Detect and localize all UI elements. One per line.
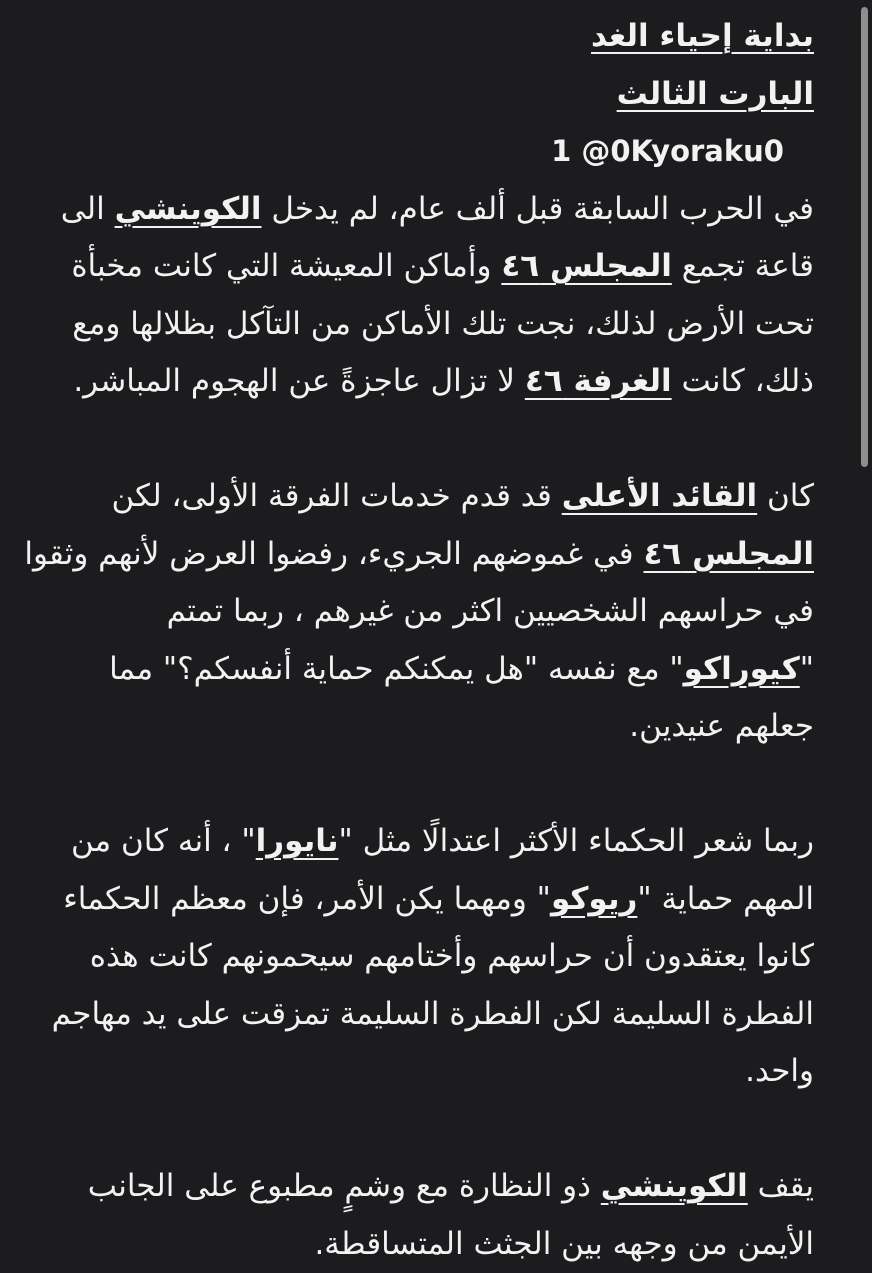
- highlighted-term: المجلس ٤٦: [643, 535, 814, 572]
- text-span: الى قاعة تجمع: [60, 190, 814, 284]
- title-line-2: البارت الثالث: [616, 75, 814, 112]
- highlighted-term: ريوكو: [550, 880, 638, 917]
- text-span: " مع نفسه "هل يمكنكم حماية أنفسكم؟" مما جعلهم عنيدين.: [109, 650, 814, 744]
- paragraph-2: [24, 468, 814, 756]
- title-line-1: بداية إحياء الغد: [591, 18, 814, 54]
- paragraph-gap: [24, 1101, 814, 1159]
- text-span: يقف: [747, 1168, 814, 1204]
- highlighted-term: الغرفة ٤٦: [524, 363, 672, 399]
- text-span: لا تزال عاجزةً عن الهجوم المباشر.: [73, 363, 525, 399]
- paragraph-1: [24, 181, 814, 411]
- text-span: كان: [757, 478, 814, 514]
- highlighted-term: الكوينشي: [114, 190, 262, 227]
- text-span: " ، أنه كان من المهم حماية ": [70, 823, 814, 917]
- highlighted-term: المجلس ٤٦: [501, 248, 672, 284]
- text-span: في غموضهم الجريء، رفضوا العرض لأنهم وثقوا في حراسهم الشخصيين اكثر من غيرهم ، ربما تمتم ": [24, 535, 814, 687]
- text-span: ربما شعر الحكماء الأكثر اعتدالًا مثل ": [338, 823, 814, 859]
- paragraph-gap: [24, 756, 814, 814]
- highlighted-term: الكوينشي: [600, 1168, 748, 1204]
- paragraph-4: [24, 1158, 814, 1273]
- paragraph-gap: [24, 411, 814, 469]
- text-span: في الحرب السابقة قبل ألف عام، لم يدخل: [261, 190, 814, 227]
- highlighted-term: نايورا: [255, 823, 339, 859]
- vertical-scrollbar[interactable]: [861, 7, 868, 467]
- text-span: وأماكن المعيشة التي كانت مخبأة تحت الأرض لذلك، نجت تلك الأماكن من التآكل بظلالها ومع ذلك، كانت: [71, 248, 814, 399]
- text-span: قد قدم خدمات الفرقة الأولى، لكن: [111, 478, 562, 514]
- author-handle: 1 @0Kyoraku0: [551, 134, 784, 168]
- highlighted-term: القائد الأعلى: [561, 478, 758, 514]
- note-content: [24, 8, 814, 1273]
- text-span: " ومهما يكن الأمر، فإن معظم الحكماء كانوا يعتقدون أن حراسهم وأختامهم سيحمونهم كانت هذه الفطرة السليمة لكن الفطرة السليمة تمزقت على يد مهاجم واحد.: [51, 880, 814, 1089]
- paragraph-3: [24, 813, 814, 1101]
- text-span: ذو النظارة مع وشمٍ مطبوع على الجانب الأيمن من وجهه بين الجثث المتساقطة.: [87, 1168, 814, 1262]
- highlighted-term: كيوراكو: [683, 650, 800, 687]
